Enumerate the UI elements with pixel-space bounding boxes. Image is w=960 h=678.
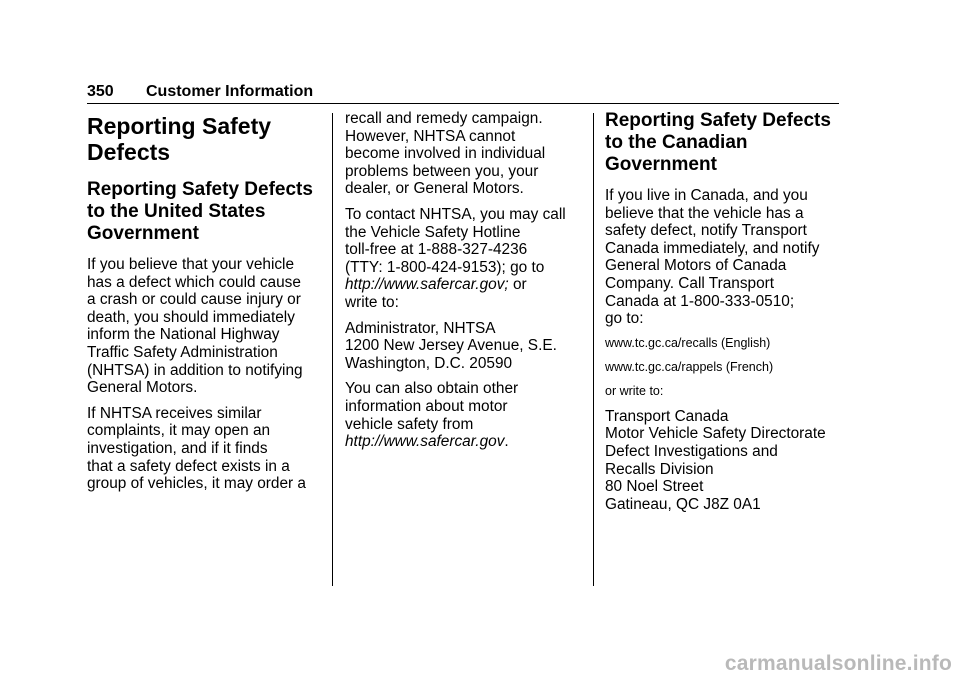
- more-info-text: You can also obtain other information about motor vehicle safety from: [345, 380, 519, 433]
- nhtsa-contact-text: To contact NHTSA, you may call the Vehicle Safety Hotline toll-free at 1-888-327-4236 (TTY: 1-800-424-9153); go to: [345, 205, 566, 276]
- column-divider-1: [332, 113, 333, 586]
- column-divider-2: [593, 113, 594, 586]
- page-header: [87, 82, 839, 104]
- nhtsa-paragraph-1: recall and remedy campaign. However, NHTSA cannot become involved in individual problems between you, your dealer, or General Motors.: [345, 110, 546, 198]
- more-info-paragraph: [345, 380, 581, 450]
- nhtsa-address: Administrator, NHTSA 1200 New Jersey Avenue, S.E. Washington, D.C. 20590: [345, 319, 557, 372]
- section-title: Customer Information: [146, 83, 314, 100]
- canada-heading: Reporting Safety Defects to the Canadian Government: [605, 110, 831, 175]
- header-rule: [87, 103, 839, 104]
- transport-canada-address: Transport Canada Motor Vehicle Safety Directorate Defect Investigations and Recalls Division 80 Noel Street Gatineau, QC J8Z 0A1: [605, 407, 826, 513]
- safercar-link[interactable]: http://www.safercar.gov;: [345, 276, 509, 294]
- nhtsa-contact-tail: or write to:: [345, 276, 527, 311]
- or-write-to: or write to:: [605, 383, 664, 398]
- nhtsa-contact-paragraph: [345, 206, 581, 312]
- page-number: 350: [87, 83, 114, 100]
- us-paragraph-2: If NHTSA receives similar complaints, it may open an investigation, and if it finds that a safety defect exists in a group of vehicles, it may order a: [87, 404, 306, 493]
- us-heading: Reporting Safety Defects to the United States Government: [87, 179, 313, 244]
- more-info-tail: .: [504, 433, 509, 451]
- column-3: [605, 110, 841, 521]
- column-2: [345, 110, 581, 459]
- canada-link-french[interactable]: www.tc.gc.ca/rappels (French): [605, 359, 774, 374]
- footer: [660, 649, 960, 678]
- canada-paragraph: If you live in Canada, and you believe that the vehicle has a safety defect, notify Transport Canada immediately, and notify General Motors of Canada Company. Call Transport Canada at 1-800-333-0510; go to:: [605, 187, 820, 328]
- safercar-link-2[interactable]: http://www.safercar.gov: [345, 433, 505, 451]
- column-1: [87, 110, 323, 501]
- us-paragraph-1: If you believe that your vehicle has a defect which could cause a crash or could cause injury or death, you should immediately inform the National Highway Traffic Safety Administration (NHTSA) in addition to notifying General Motors.: [87, 256, 303, 397]
- main-heading: Reporting Safety Defects: [87, 113, 272, 165]
- canada-link-english[interactable]: www.tc.gc.ca/recalls (English): [605, 335, 771, 350]
- watermark: carmanualsonline.info: [724, 652, 952, 675]
